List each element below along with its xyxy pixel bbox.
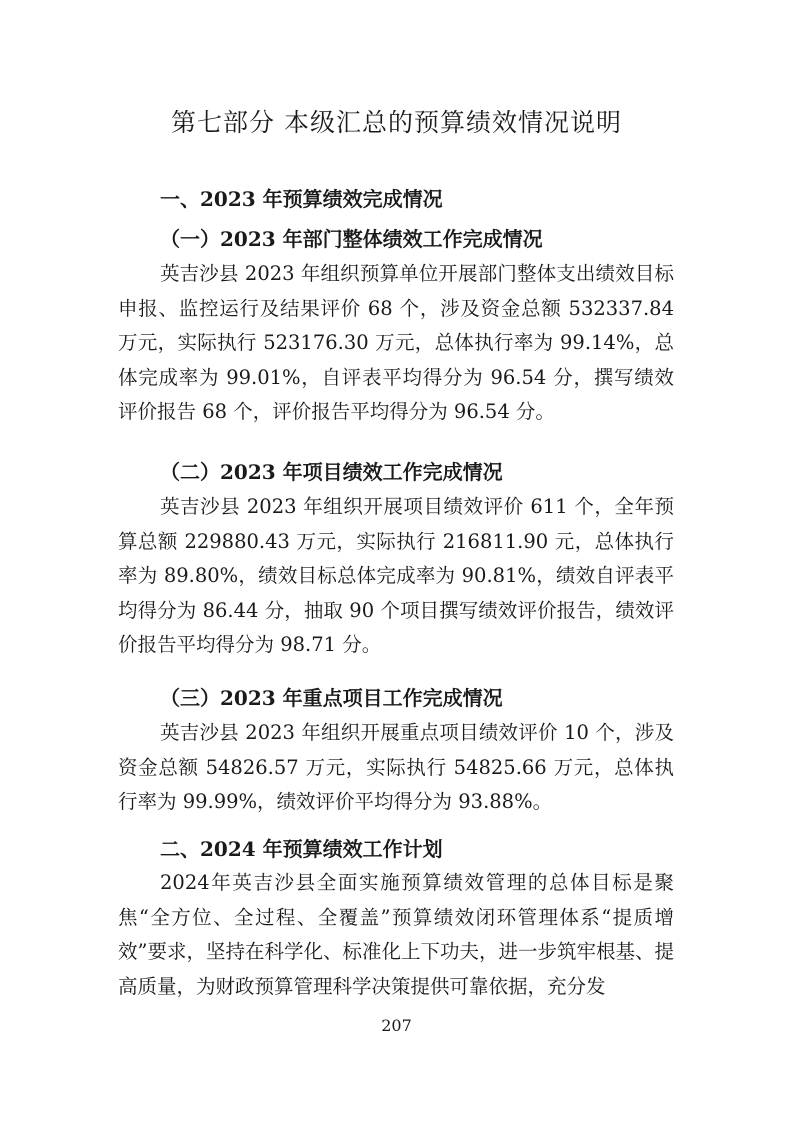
paragraph-key-projects: 英吉沙县 2023 年组织开展重点项目绩效评价 10 个，涉及资金总额 54826.57 万元，实际执行 54825.66 万元，总体执行率为 99.99%，绩效评价平均得分为 93.88%。	[118, 721, 674, 813]
subsection-heading-2: （二）2023 年项目绩效工作完成情况	[160, 460, 503, 484]
paragraph-2024-plan: 2024年英吉沙县全面实施预算绩效管理的总体目标是聚焦“全方位、全过程、全覆盖”预算绩效闭环管理体系“提质增效”要求，坚持在科学化、标准化上下功夫，进一步筑牢根基、提高质量，为财政预算管理科学决策提供可靠依据，充分发	[118, 871, 674, 998]
paragraph-dept-performance: 英吉沙县 2023 年组织预算单位开展部门整体支出绩效目标申报、监控运行及结果评价 68 个，涉及资金总额 532337.84 万元，实际执行 523176.30 万元，总体执行率为 99.14%，总体完成率为 99.01%，自评表平均得分为 96.54 分，撰写绩效评价报告 68 个，评价报告平均得分为 96.54 分。	[118, 262, 674, 423]
section-heading-1: 一、2023 年预算绩效完成情况	[160, 187, 443, 211]
section-heading-2: 二、2024 年预算绩效工作计划	[160, 837, 443, 861]
page-title: 第七部分 本级汇总的预算绩效情况说明	[171, 108, 622, 137]
paragraph-project-performance: 英吉沙县 2023 年组织开展项目绩效评价 611 个，全年预算总额 229880.43 万元，实际执行 216811.90 元，总体执行率为 89.80%，绩效目标总体完成率为 90.81%，绩效自评表平均得分为 86.44 分，抽取 90 个项目撰写绩效评价报告，绩效评价报告平均得分为 98.71 分。	[118, 495, 674, 656]
subsection-heading-1: （一）2023 年部门整体绩效工作完成情况	[160, 227, 543, 251]
page-number: 207	[381, 1016, 412, 1035]
subsection-heading-3: （三）2023 年重点项目工作完成情况	[160, 686, 503, 710]
